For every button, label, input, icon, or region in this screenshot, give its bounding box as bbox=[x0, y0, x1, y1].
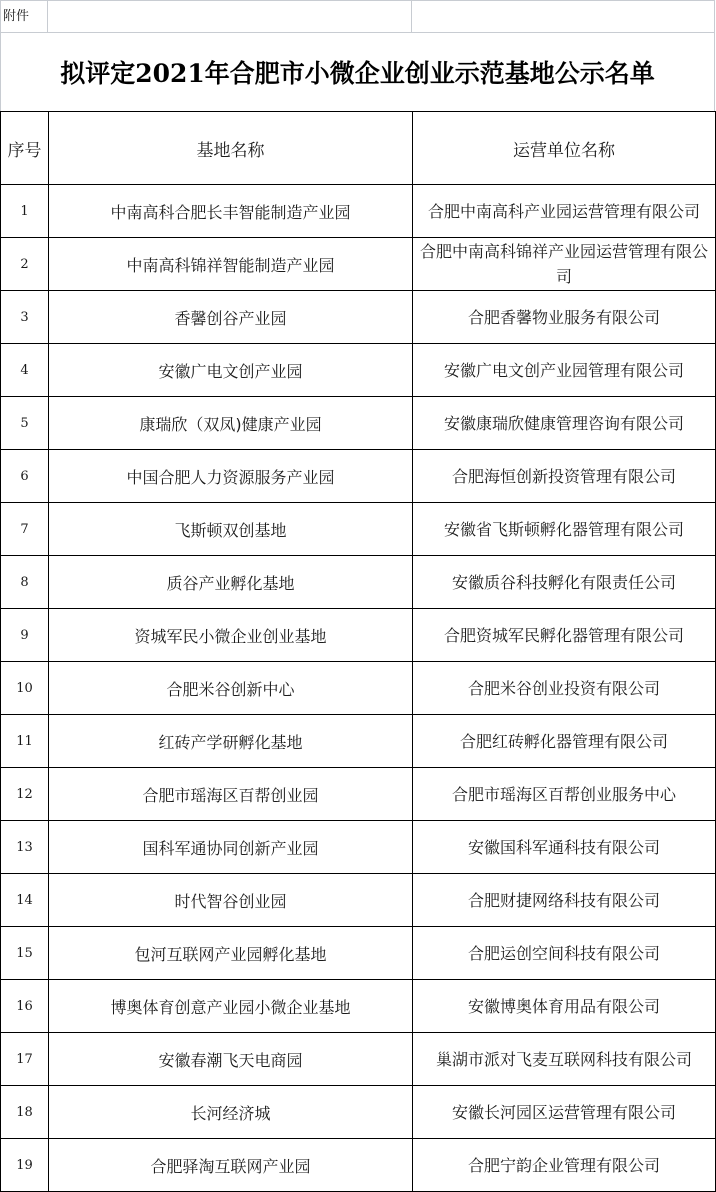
row-number[interactable]: 15 bbox=[1, 927, 49, 980]
operator-cell[interactable]: 合肥运创空间科技有限公司 bbox=[413, 927, 716, 980]
table-row bbox=[1, 238, 716, 291]
table-row bbox=[1, 1033, 716, 1086]
base-name-cell[interactable]: 合肥米谷创新中心 bbox=[49, 662, 413, 715]
table-row bbox=[1, 1139, 716, 1192]
base-name-cell[interactable]: 包河互联网产业园孵化基地 bbox=[49, 927, 413, 980]
row-number[interactable]: 18 bbox=[1, 1086, 49, 1139]
row-number[interactable]: 7 bbox=[1, 503, 49, 556]
operator-cell[interactable]: 安徽康瑞欣健康管理咨询有限公司 bbox=[413, 397, 716, 450]
table-row bbox=[1, 1086, 716, 1139]
base-name-cell[interactable]: 长河经济城 bbox=[49, 1086, 413, 1139]
row-number[interactable]: 4 bbox=[1, 344, 49, 397]
column-header-operator[interactable]: 运营单位名称 bbox=[413, 112, 716, 185]
row-number[interactable]: 13 bbox=[1, 821, 49, 874]
table-row bbox=[1, 291, 716, 344]
column-header-no[interactable]: 序号 bbox=[1, 112, 49, 185]
operator-cell[interactable]: 安徽省飞斯顿孵化器管理有限公司 bbox=[413, 503, 716, 556]
table-row bbox=[1, 768, 716, 821]
table-header-row bbox=[1, 112, 716, 185]
row-number[interactable]: 11 bbox=[1, 715, 49, 768]
table-row bbox=[1, 715, 716, 768]
operator-cell[interactable]: 巢湖市派对飞麦互联网科技有限公司 bbox=[413, 1033, 716, 1086]
base-name-cell[interactable]: 国科军通协同创新产业园 bbox=[49, 821, 413, 874]
attachment-label[interactable]: 附件 bbox=[0, 1, 48, 33]
table-row bbox=[1, 874, 716, 927]
row-number[interactable]: 17 bbox=[1, 1033, 49, 1086]
operator-cell[interactable]: 合肥香馨物业服务有限公司 bbox=[413, 291, 716, 344]
base-name-cell[interactable]: 博奥体育创意产业园小微企业基地 bbox=[49, 980, 413, 1033]
row-number[interactable]: 12 bbox=[1, 768, 49, 821]
page-title: 拟评定2021年合肥市小微企业创业示范基地公示名单 bbox=[60, 59, 655, 88]
table-row bbox=[1, 450, 716, 503]
base-name-cell[interactable]: 中南高科合肥长丰智能制造产业园 bbox=[49, 185, 413, 238]
operator-cell[interactable]: 合肥市瑶海区百帮创业服务中心 bbox=[413, 768, 716, 821]
row-number[interactable]: 8 bbox=[1, 556, 49, 609]
operator-cell[interactable]: 安徽国科军通科技有限公司 bbox=[413, 821, 716, 874]
operator-cell[interactable]: 合肥财捷网络科技有限公司 bbox=[413, 874, 716, 927]
base-name-cell[interactable]: 质谷产业孵化基地 bbox=[49, 556, 413, 609]
row-number[interactable]: 10 bbox=[1, 662, 49, 715]
row-number[interactable]: 19 bbox=[1, 1139, 49, 1192]
base-name-cell[interactable]: 时代智谷创业园 bbox=[49, 874, 413, 927]
empty-cell[interactable] bbox=[48, 1, 412, 33]
row-number[interactable]: 16 bbox=[1, 980, 49, 1033]
base-name-cell[interactable]: 中南高科锦祥智能制造产业园 bbox=[49, 238, 413, 291]
table-row bbox=[1, 609, 716, 662]
base-name-cell[interactable]: 合肥驿淘互联网产业园 bbox=[49, 1139, 413, 1192]
base-name-cell[interactable]: 红砖产学研孵化基地 bbox=[49, 715, 413, 768]
row-number[interactable]: 9 bbox=[1, 609, 49, 662]
attachment-row bbox=[0, 0, 715, 33]
table-row bbox=[1, 980, 716, 1033]
base-name-cell[interactable]: 康瑞欣（双凤)健康产业园 bbox=[49, 397, 413, 450]
operator-cell[interactable]: 安徽广电文创产业园管理有限公司 bbox=[413, 344, 716, 397]
row-number[interactable]: 1 bbox=[1, 185, 49, 238]
table-row bbox=[1, 503, 716, 556]
table-row bbox=[1, 821, 716, 874]
operator-cell[interactable]: 合肥海恒创新投资管理有限公司 bbox=[413, 450, 716, 503]
row-number[interactable]: 14 bbox=[1, 874, 49, 927]
base-name-cell[interactable]: 安徽春潮飞天电商园 bbox=[49, 1033, 413, 1086]
base-name-cell[interactable]: 资城军民小微企业创业基地 bbox=[49, 609, 413, 662]
base-name-cell[interactable]: 香馨创谷产业园 bbox=[49, 291, 413, 344]
row-number[interactable]: 5 bbox=[1, 397, 49, 450]
base-name-cell[interactable]: 合肥市瑶海区百帮创业园 bbox=[49, 768, 413, 821]
base-name-cell[interactable]: 飞斯顿双创基地 bbox=[49, 503, 413, 556]
table-row bbox=[1, 662, 716, 715]
table-row bbox=[1, 556, 716, 609]
row-number[interactable]: 2 bbox=[1, 238, 49, 291]
base-name-cell[interactable]: 中国合肥人力资源服务产业园 bbox=[49, 450, 413, 503]
row-number[interactable]: 6 bbox=[1, 450, 49, 503]
operator-cell[interactable]: 合肥资城军民孵化器管理有限公司 bbox=[413, 609, 716, 662]
operator-cell[interactable]: 合肥宁韵企业管理有限公司 bbox=[413, 1139, 716, 1192]
demo-base-table bbox=[0, 111, 716, 1192]
operator-cell[interactable]: 合肥中南高科锦祥产业园运营管理有限公司 bbox=[413, 238, 716, 291]
operator-cell[interactable]: 安徽长河园区运营管理有限公司 bbox=[413, 1086, 716, 1139]
table-row bbox=[1, 344, 716, 397]
operator-cell[interactable]: 安徽博奥体育用品有限公司 bbox=[413, 980, 716, 1033]
operator-cell[interactable]: 合肥米谷创业投资有限公司 bbox=[413, 662, 716, 715]
table-row bbox=[1, 397, 716, 450]
table-row bbox=[1, 927, 716, 980]
operator-cell[interactable]: 合肥红砖孵化器管理有限公司 bbox=[413, 715, 716, 768]
base-name-cell[interactable]: 安徽广电文创产业园 bbox=[49, 344, 413, 397]
operator-cell[interactable]: 合肥中南高科产业园运营管理有限公司 bbox=[413, 185, 716, 238]
column-header-base-name[interactable]: 基地名称 bbox=[49, 112, 413, 185]
table-row bbox=[1, 185, 716, 238]
operator-cell[interactable]: 安徽质谷科技孵化有限责任公司 bbox=[413, 556, 716, 609]
row-number[interactable]: 3 bbox=[1, 291, 49, 344]
